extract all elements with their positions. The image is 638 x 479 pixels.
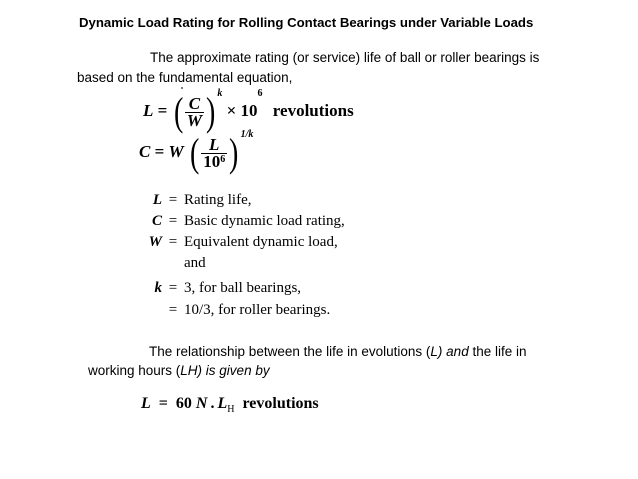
eq2-den-base: 10 bbox=[203, 151, 221, 171]
eq3-variable: N bbox=[195, 395, 208, 412]
eq1-power: 6 bbox=[257, 88, 263, 99]
def-text: 10/3, for roller bearings. bbox=[184, 302, 331, 318]
eq3-dot: . bbox=[210, 395, 215, 412]
def-equals: = bbox=[168, 234, 178, 250]
relationship-line-2-italic: LH) is given by bbox=[180, 363, 270, 378]
def-text: and bbox=[184, 255, 206, 271]
def-text: 3, for ball bearings, bbox=[184, 280, 302, 296]
eq2-open-paren: ( bbox=[189, 130, 200, 175]
eq2-lhs: C bbox=[139, 141, 151, 161]
relationship-line-1-suffix: the life in bbox=[468, 344, 527, 359]
def-symbol: L bbox=[152, 192, 162, 208]
definition-row bbox=[140, 280, 301, 297]
def-symbol: C bbox=[151, 213, 162, 229]
eq1-fraction bbox=[185, 93, 204, 130]
rating-life-equation bbox=[143, 88, 354, 134]
relationship-line-1 bbox=[149, 343, 527, 361]
eq3-coefficient: 60 bbox=[175, 395, 192, 412]
working-hours-equation bbox=[141, 395, 319, 415]
def-symbol: W bbox=[148, 234, 162, 250]
eq2-den-power: 6 bbox=[220, 153, 226, 165]
page-title: Dynamic Load Rating for Rolling Contact Bearings under Variable Loads bbox=[79, 15, 534, 30]
eq2-fraction bbox=[201, 134, 227, 171]
definition-row bbox=[140, 192, 252, 209]
eq3-life: L bbox=[217, 395, 228, 412]
eq2-factor: W bbox=[168, 141, 184, 161]
def-equals: = bbox=[168, 192, 178, 208]
eq2-numerator: L bbox=[201, 137, 227, 154]
relationship-line-1-prefix: The relationship between the life in evolutions ( bbox=[149, 344, 431, 359]
eq3-equals: = bbox=[158, 395, 168, 412]
eq3-subscript: H bbox=[227, 404, 235, 416]
eq3-unit: revolutions bbox=[242, 395, 319, 412]
eq1-times: × bbox=[226, 100, 237, 120]
eq3-lhs: L bbox=[141, 395, 151, 412]
relationship-line-2-prefix: working hours ( bbox=[88, 363, 181, 378]
eq1-open-paren: ( bbox=[173, 89, 183, 134]
eq1-equals: = bbox=[157, 100, 168, 120]
def-text: Equivalent dynamic load, bbox=[184, 234, 338, 250]
eq1-numerator: C bbox=[185, 96, 204, 113]
def-symbol: k bbox=[154, 280, 162, 296]
intro-line-1: The approximate rating (or service) life of ball or roller bearings is bbox=[150, 50, 540, 65]
relationship-line-1-italic: L) and bbox=[430, 344, 469, 359]
def-equals: = bbox=[168, 213, 178, 229]
eq1-base: 10 bbox=[240, 100, 258, 120]
eq1-unit: revolutions bbox=[272, 100, 354, 120]
eq2-equals: = bbox=[154, 141, 165, 161]
eq1-close-paren: ) bbox=[206, 89, 216, 134]
load-rating-equation bbox=[139, 129, 254, 175]
eq2-exponent: 1/k bbox=[240, 129, 254, 140]
definition-row bbox=[140, 255, 206, 272]
definition-row bbox=[140, 302, 330, 319]
eq1-exponent: k bbox=[217, 88, 223, 99]
def-equals: = bbox=[168, 280, 178, 296]
definition-row bbox=[140, 213, 345, 230]
eq1-denominator: W bbox=[186, 110, 203, 130]
eq2-denominator bbox=[201, 151, 227, 171]
eq2-close-paren: ) bbox=[229, 130, 239, 175]
def-text: Basic dynamic load rating, bbox=[184, 213, 345, 229]
relationship-line-2 bbox=[88, 362, 270, 380]
intro-line-2: based on the fundamental equation, bbox=[77, 70, 293, 85]
def-equals: = bbox=[168, 302, 178, 318]
eq1-lhs: L bbox=[143, 100, 154, 120]
def-text: Rating life, bbox=[184, 192, 252, 208]
definition-row bbox=[140, 234, 338, 251]
